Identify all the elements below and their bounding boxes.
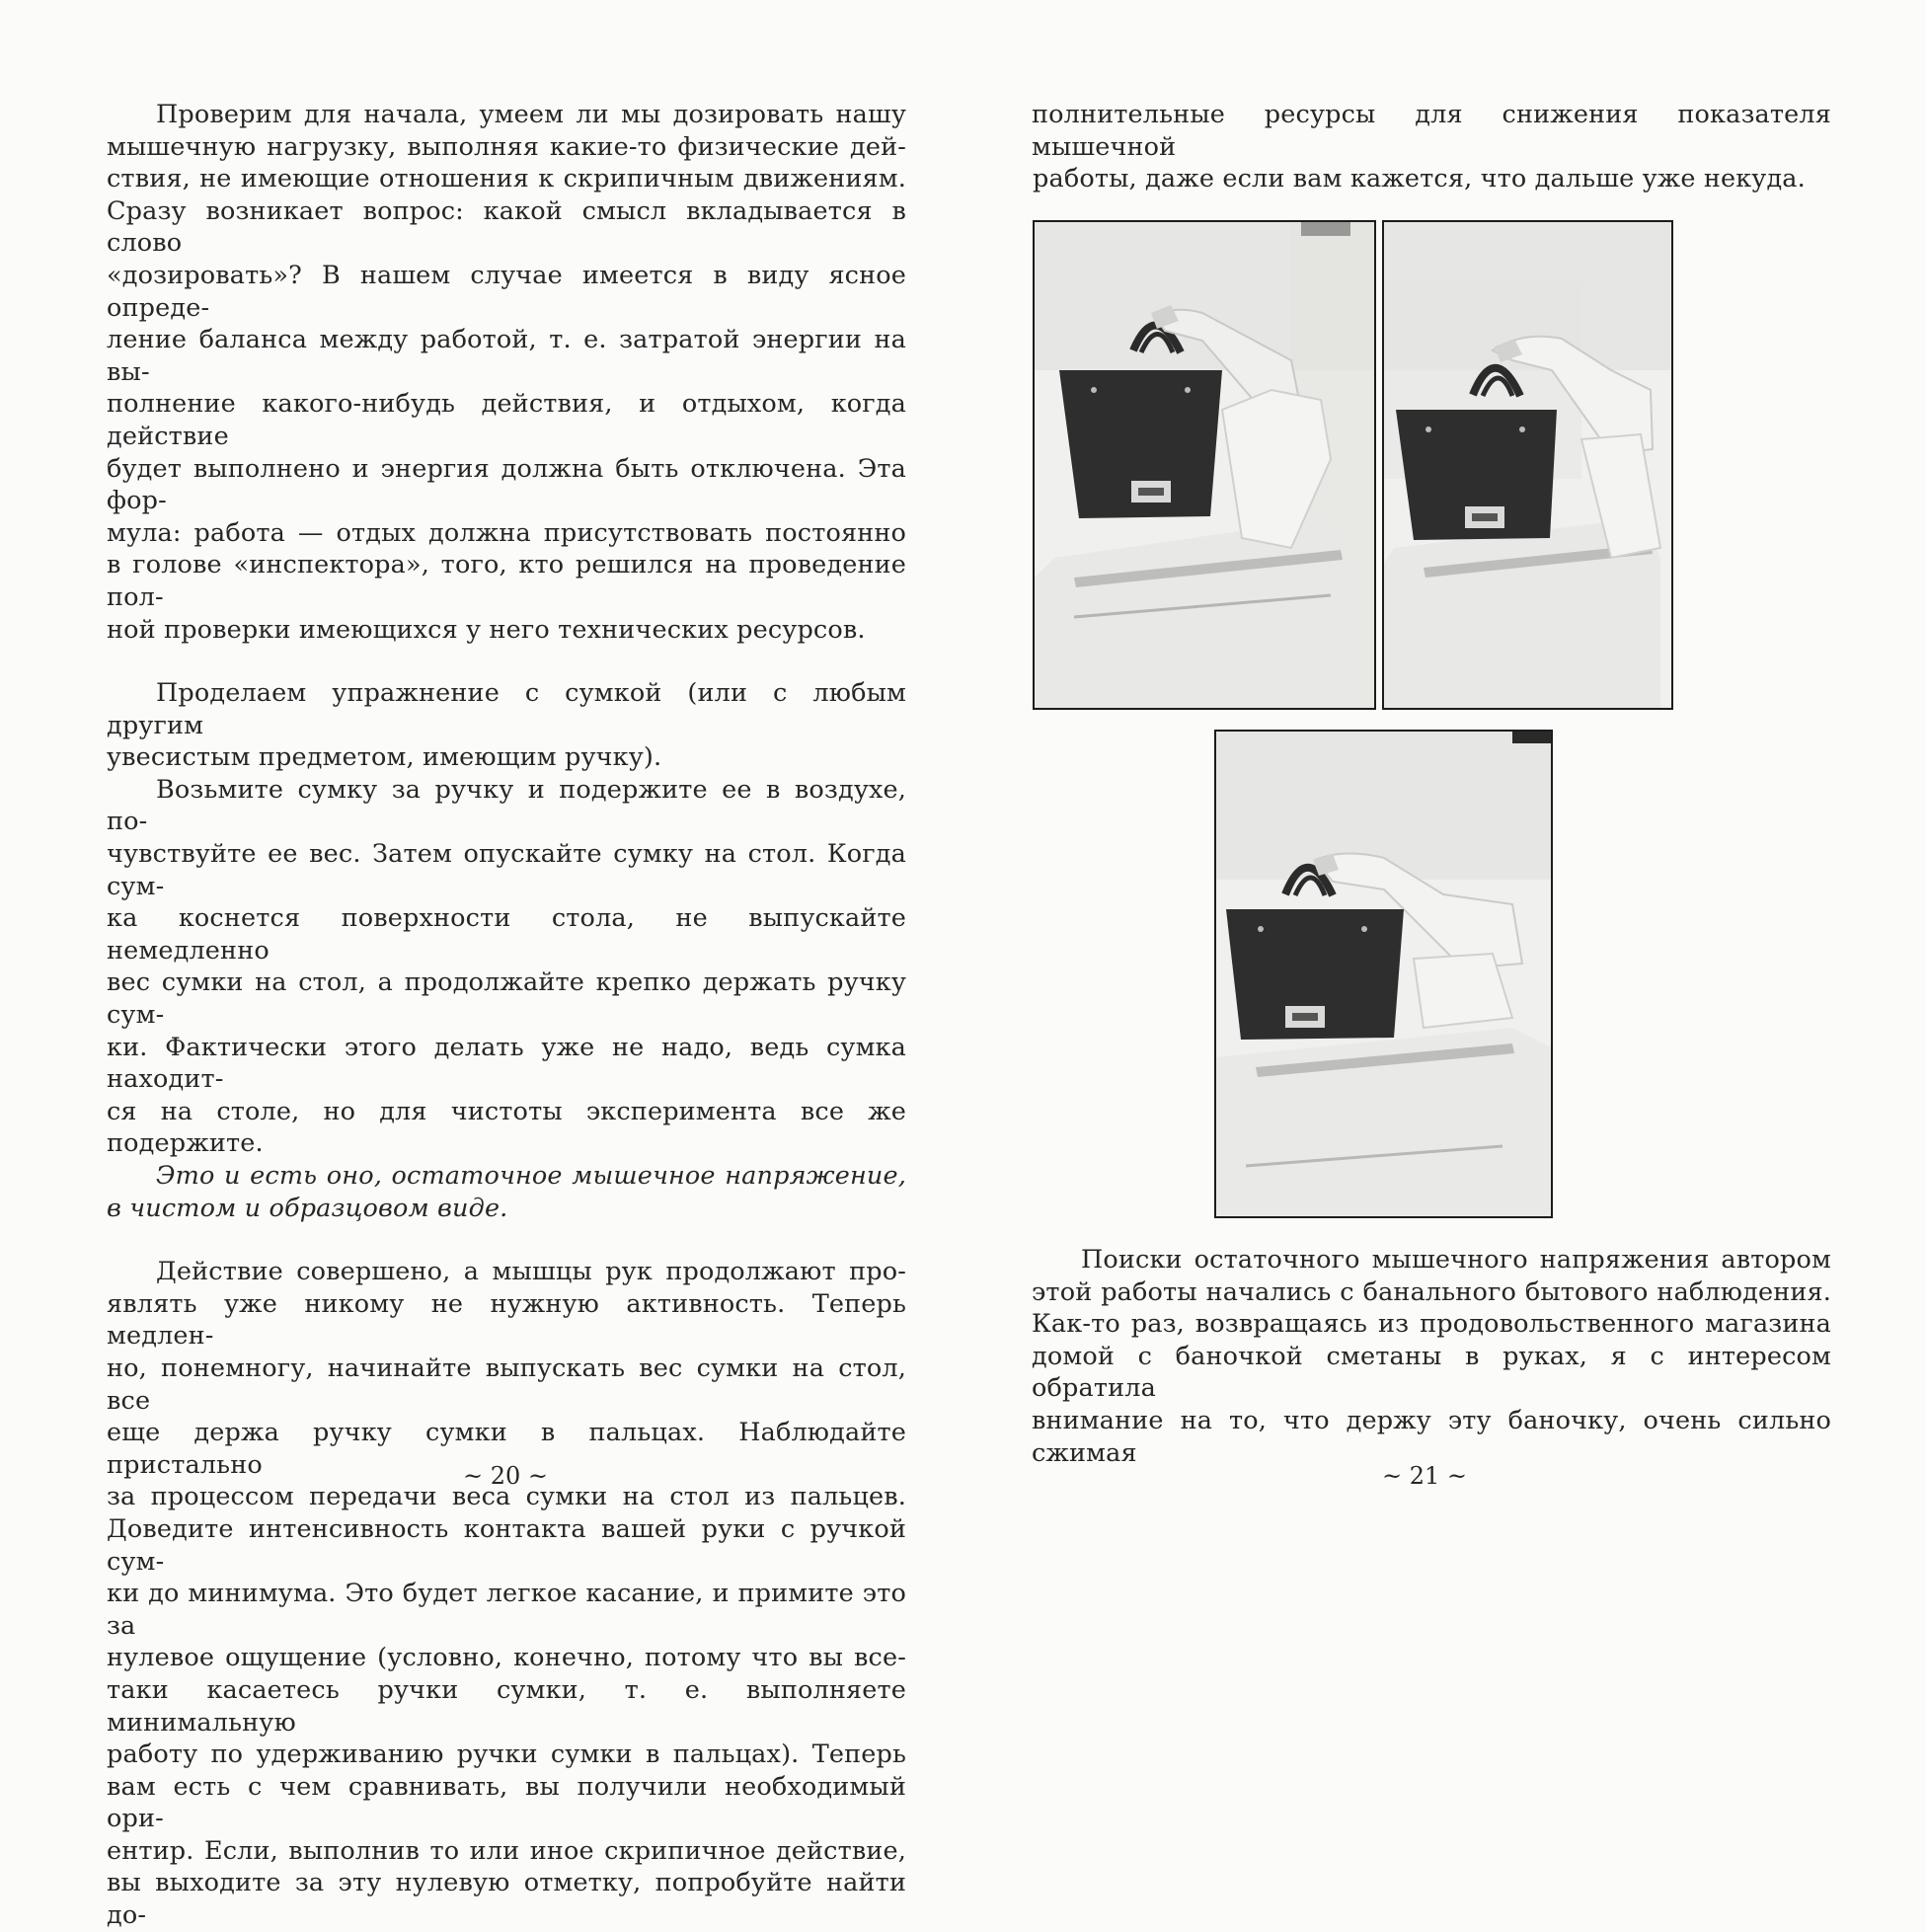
paragraph-line: чувствуйте ее вес. Затем опускайте сумку на стол. Когда сум- [107,839,906,901]
paragraph-line: но, понемногу, начинайте выпускать вес сумки на стол, все [107,1352,906,1416]
paragraph-line: будет выполнено и энергия должна быть отключена. Эта фор- [107,453,906,516]
paragraph-line: внимание на то, что держу эту баночку, очень сильно сжимая [1032,1405,1831,1468]
photo-bag-on-table [1382,220,1673,710]
photo-bag-light-touch [1214,730,1553,1218]
paragraph-line: ентир. Если, выполнив то или иное скрипичное действие, [107,1835,906,1866]
photo-illustration [1035,222,1374,708]
paragraph-line: нулевое ощущение (условно, конечно, потому что вы все- [107,1643,906,1673]
paragraph-line: Как-то раз, возвращаясь из продовольственного магазина [1032,1309,1831,1340]
paragraph-line: в голове «инспектора», того, кто решился на проведение пол- [107,550,906,612]
paragraph-line: вы выходите за эту нулевую отметку, попробуйте найти до- [107,1868,906,1931]
right-page-top-text [1032,99,1831,195]
paragraph-line: мула: работа — отдых должна присутствовать постоянно [107,517,906,548]
right-page-bottom-text [1032,1244,1831,1469]
paragraph-line: Действие совершено, а мышцы рук продолжают про- [156,1257,906,1287]
page-number: ~ 20 ~ [462,1462,548,1490]
paragraph-line: Сразу возникает вопрос: какой смысл вкладывается в слово [107,195,906,259]
paragraph-line: увесистым предметом, имеющим ручку). [107,742,662,773]
paragraph-line: работу по удерживанию ручки сумки в пальцах). Теперь [107,1739,906,1770]
paragraph-line: являть уже никому не нужную активность. Теперь медлен- [107,1288,906,1352]
paragraph-line: таки касаетесь ручки сумки, т. е. выполняете минимальную [107,1674,906,1738]
paragraph-line: Проверим для начала, умеем ли мы дозировать нашу [156,100,906,129]
paragraph-line: за процессом передачи веса сумки на стол из пальцев. [107,1482,906,1512]
paragraph-line: вам есть с чем сравнивать, вы получили необходимый ори- [107,1771,906,1834]
italic-line: Это и есть оно, остаточное мышечное напряжение, [156,1161,906,1191]
right-page [963,0,1926,1549]
left-page [0,0,963,1931]
paragraph-line: Проделаем упражнение с сумкой (или с любым другим [107,678,906,740]
paragraph-line: вес сумки на стол, а продолжайте крепко держать ручку сум- [107,967,906,1031]
paragraph-line: ление баланса между работой, т. е. затратой энергии на вы- [107,325,906,387]
paragraph-line: мышечную нагрузку, выполняя какие-то физические дей- [107,131,906,162]
paragraph-line: полнительные ресурсы для снижения показателя мышечной [1032,100,1831,162]
paragraph-line: этой работы начались с банального бытового наблюдения. [1032,1276,1831,1307]
paragraph-line: Доведите интенсивность контакта вашей руки с ручкой сум- [107,1513,906,1577]
paragraph-line: ки. Фактически этого делать уже не надо, ведь сумка находит- [107,1032,906,1095]
paragraph-line: домой с баночкой сметаны в руках, я с интересом обратила [1032,1341,1831,1404]
paragraph-line: «дозировать»? В нашем случае имеется в виду ясное опреде- [107,260,906,323]
italic-line: в чистом и образцовом виде. [107,1193,508,1223]
paragraph-line: ки до минимума. Это будет легкое касание, и примите это за [107,1579,906,1641]
paragraph-line: работы, даже если вам кажется, что дальше уже некуда. [1033,164,1806,194]
paragraph-line: Поиски остаточного мышечного напряжения автором [1081,1245,1831,1275]
photo-bag-lifted [1033,220,1376,710]
paragraph-line: еще держа ручку сумки в пальцах. Наблюдайте пристально [107,1418,906,1480]
paragraph-line: ся на столе, но для чистоты эксперимента все же подержите. [107,1096,906,1159]
paragraph-line: ка коснется поверхности стола, не выпускайте немедленно [107,903,906,966]
paragraph-line: Возьмите сумку за ручку и подержите ее в воздухе, по- [107,774,906,837]
paragraph-line: полнение какого-нибудь действия, и отдыхом, когда действие [107,389,906,451]
photo-illustration [1384,222,1671,708]
photo-illustration [1216,732,1551,1216]
paragraph-line: ной проверки имеющихся у него технических ресурсов. [107,614,866,645]
page-number: ~ 21 ~ [1381,1462,1467,1490]
left-page-text [107,99,906,1932]
paragraph-line: ствия, не имеющие отношения к скрипичным движениям. [107,164,906,194]
